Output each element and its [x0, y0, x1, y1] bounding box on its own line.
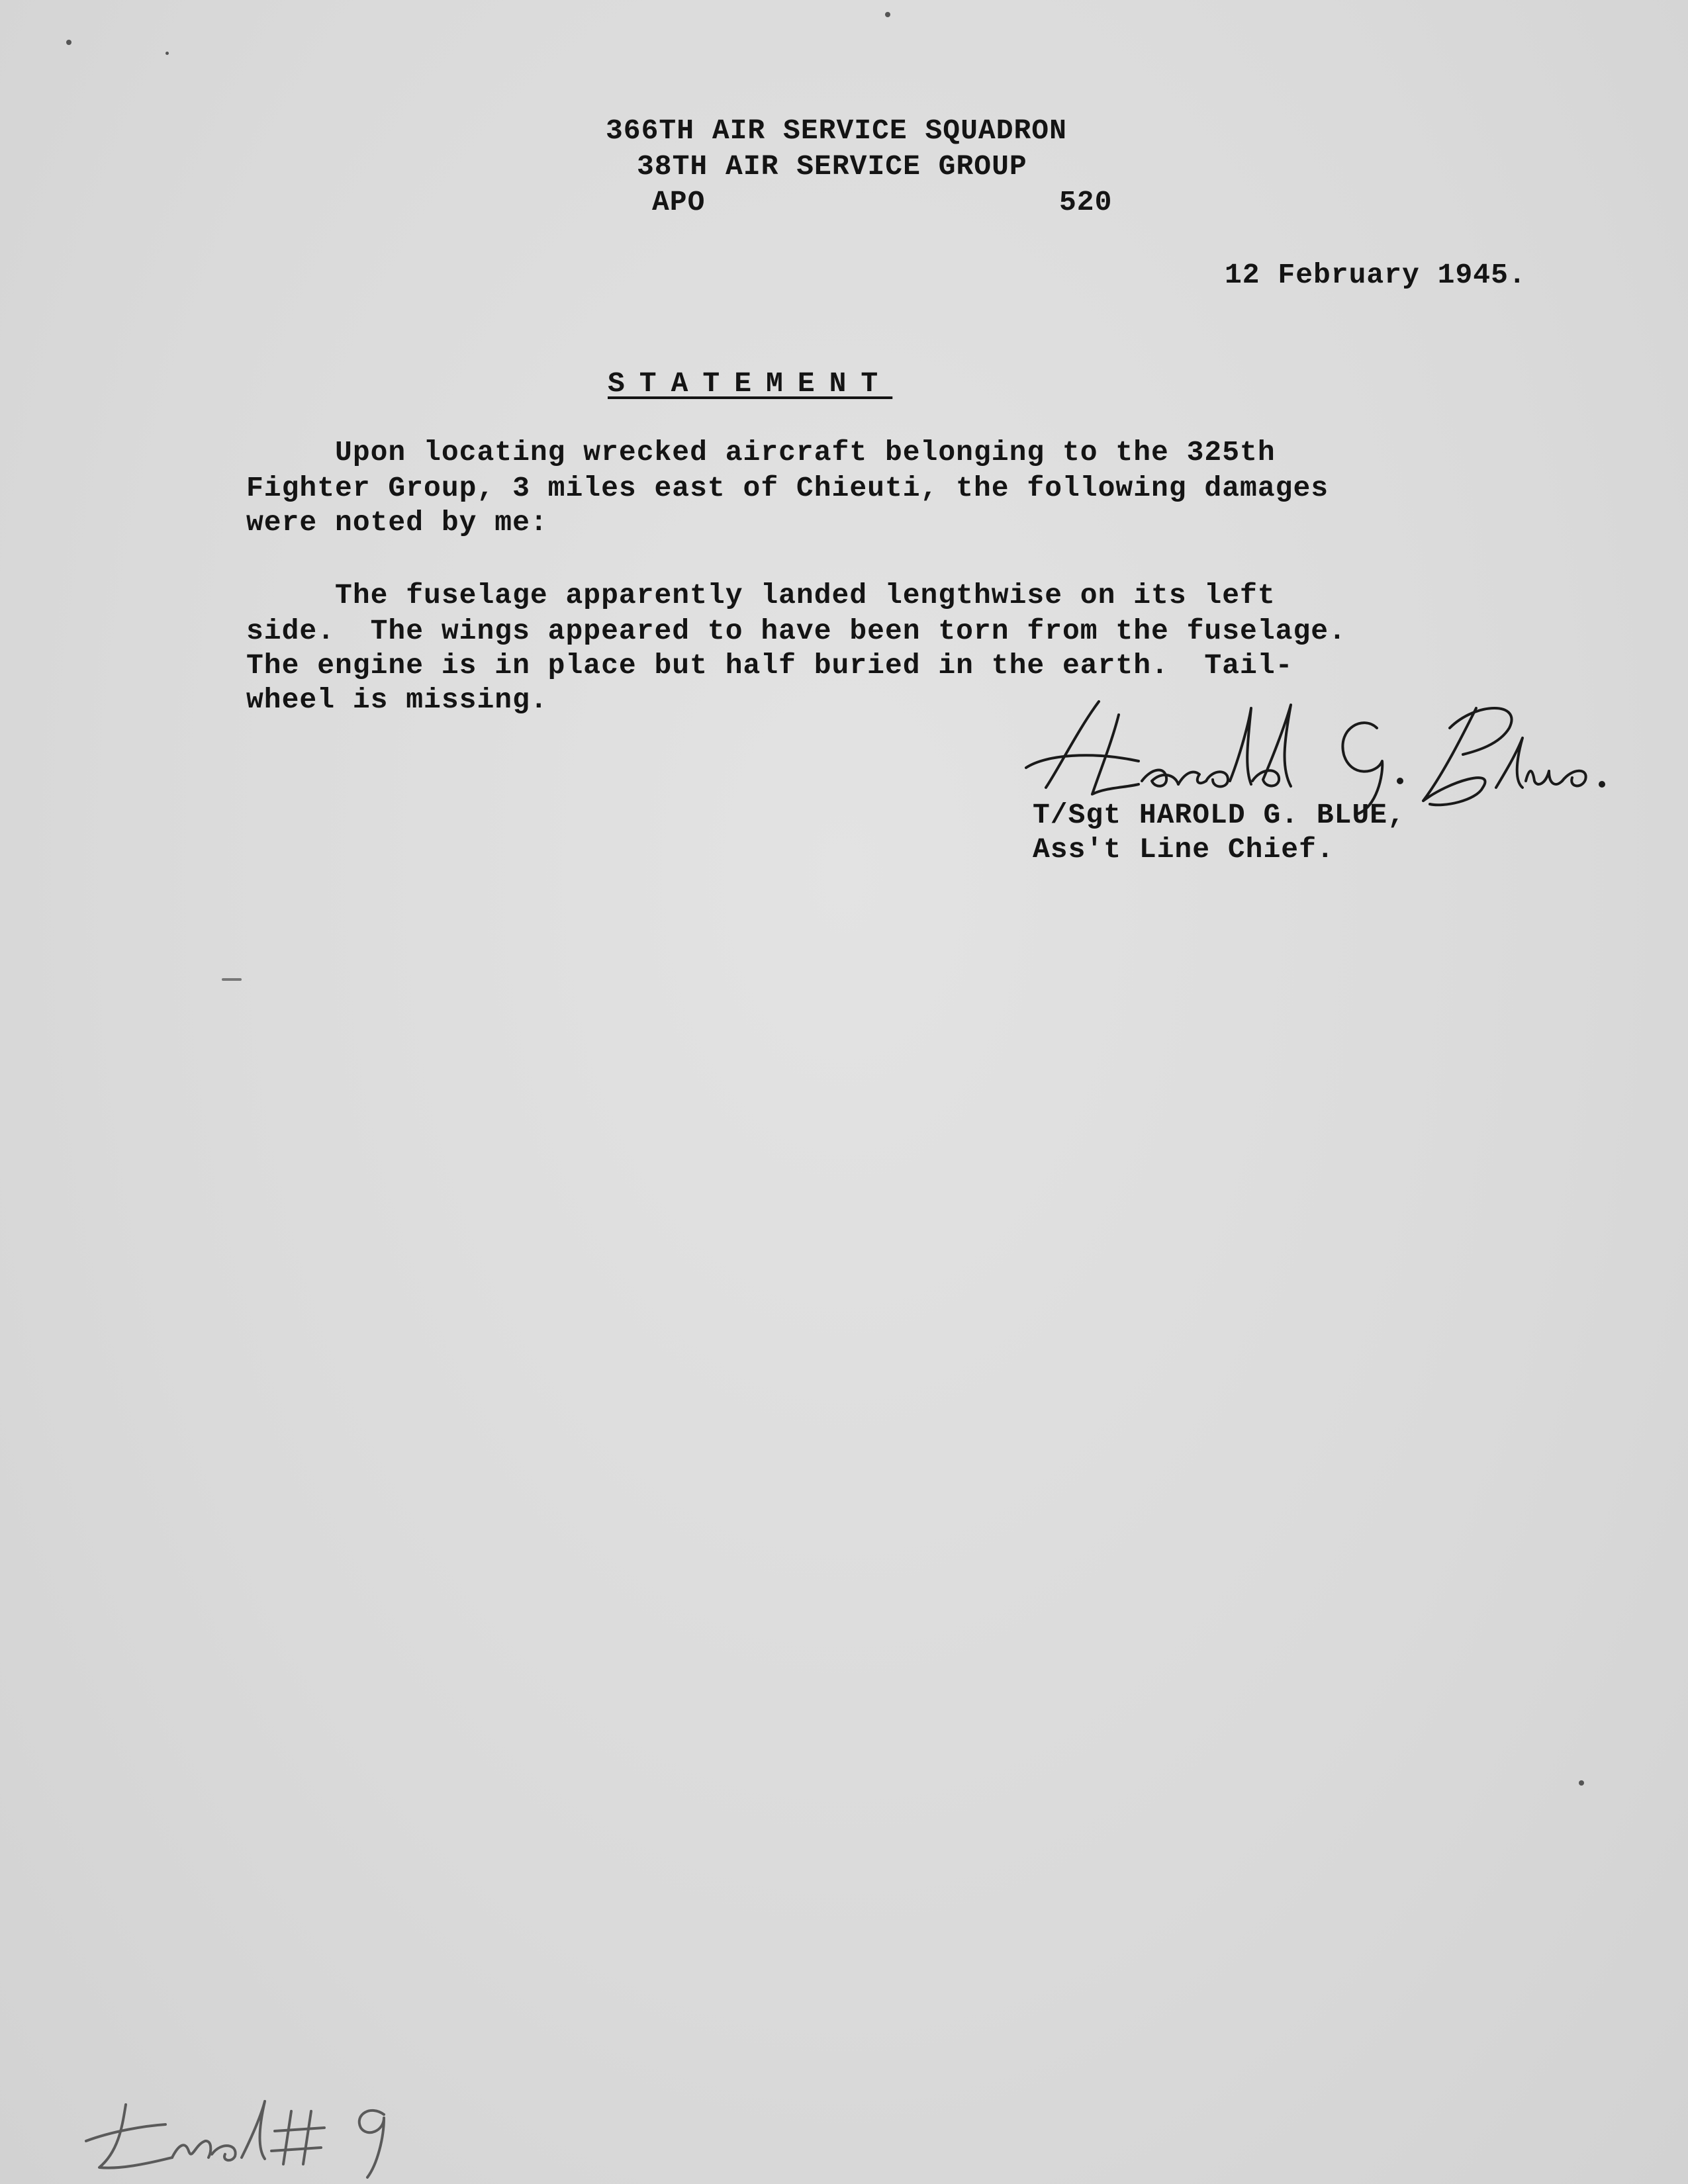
scan-speck — [222, 978, 242, 981]
handwritten-enclosure-note — [73, 2085, 417, 2184]
scan-speck — [885, 12, 890, 17]
apo-label: APO — [652, 186, 706, 218]
scan-speck — [66, 40, 71, 45]
document-date: 12 February 1945. — [1225, 259, 1526, 291]
signer-title: Ass't Line Chief. — [1033, 833, 1335, 866]
paragraph-line: The fuselage apparently landed lengthwise on its left — [246, 579, 1276, 612]
signer-name: T/Sgt HAROLD G. BLUE, — [1033, 799, 1405, 831]
paragraph-line: side. The wings appeared to have been torn from the fuselage. — [246, 615, 1346, 647]
paragraph-line: were noted by me: — [246, 506, 548, 539]
paragraph-line: The engine is in place but half buried in the earth. Tail- — [246, 649, 1293, 682]
scan-speck — [165, 52, 169, 55]
paragraph-line: Upon locating wrecked aircraft belonging to the 325th — [246, 436, 1276, 469]
unit-name: 366TH AIR SERVICE SQUADRON — [606, 114, 1067, 147]
scan-speck — [1579, 1780, 1584, 1786]
paragraph-line: wheel is missing. — [246, 684, 548, 716]
statement-heading: STATEMENT — [608, 367, 893, 400]
apo-number: 520 — [1059, 186, 1113, 218]
group-name: 38TH AIR SERVICE GROUP — [637, 150, 1027, 183]
paragraph-line: Fighter Group, 3 miles east of Chieuti, the following damages — [246, 472, 1329, 504]
